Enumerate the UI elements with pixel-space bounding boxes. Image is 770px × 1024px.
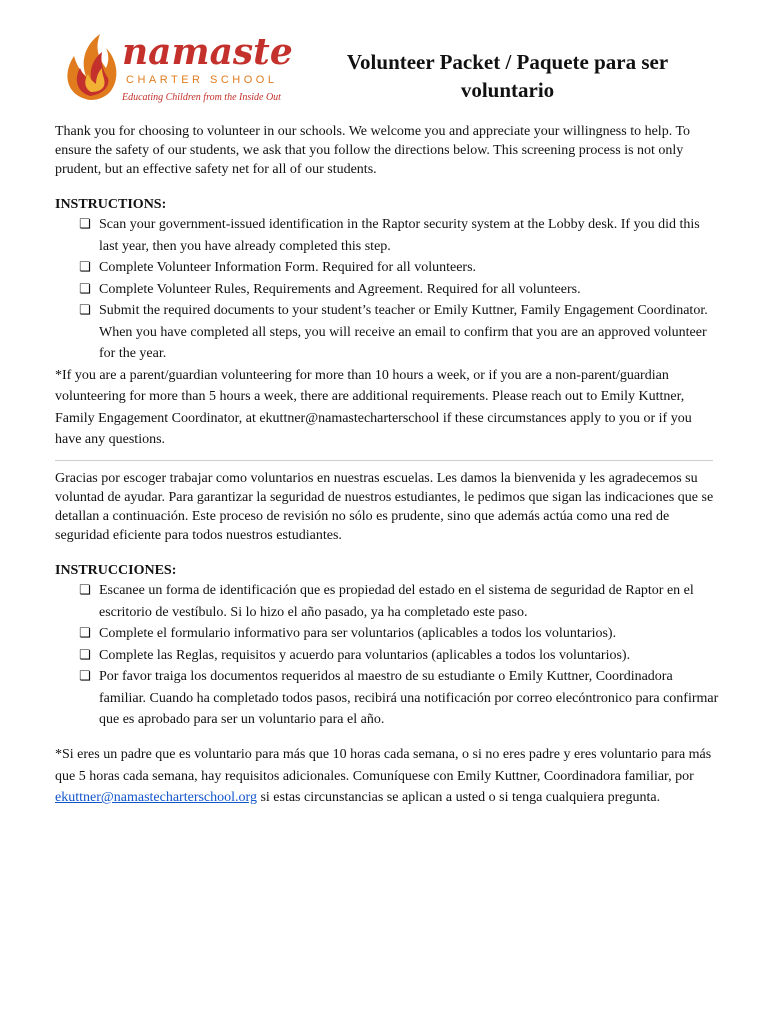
english-note: *If you are a parent/guardian volunteering for more than 10 hours a week, or if you are a non-parent/guardian volunteering for more than 5 hours a week, there are additional requirements. Please reach out to Emily Kuttner, Family Engagement Coordinator, at ekuttner@namastecharterschool if these circumstances apply to you or if you have any questions. [55, 367, 692, 447]
email-link[interactable]: ekuttner@namastecharterschool.org [55, 790, 257, 805]
page-title: Volunteer Packet / Paquete para ser voluntario [346, 50, 669, 102]
section-divider [55, 460, 713, 461]
step-text: Complete el formulario informativo para ser voluntarios (aplicables a todos los voluntarios). [99, 626, 617, 641]
spanish-note-text-end: si estas circunstancias se aplican a usted o si tenga cualquiera pregunta. [256, 790, 661, 805]
logo-tagline: Educating Children from the Inside Out [122, 92, 281, 103]
spanish-intro: Gracias por escoger trabajar como voluntarios en nuestras escuelas. Les damos la bienvenida y les agradecemos su voluntad de ayudar. Para garantizar la seguridad de nuestros estudiantes, le pedimos que sigan las indicaciones que se detallan a continuación. Este proceso de revisión no sólo es prudente, sino que además actúa como una red de seguridad eficiente para todos nuestros estudiantes. [55, 471, 714, 543]
english-instructions [55, 195, 720, 451]
logo-subtitle: CHARTER SCHOOL [126, 74, 278, 86]
checkbox-icon: ❏ [79, 626, 91, 641]
checkbox-icon: ❏ [79, 669, 91, 684]
step-text: Scan your government-issued identification in the Raptor security system at the Lobby desk. If you did this last year, then you have already completed this step. [99, 217, 700, 254]
list-item [55, 300, 720, 365]
checkbox-icon: ❏ [79, 583, 91, 598]
step-text: Complete Volunteer Rules, Requirements and Agreement. Required for all volunteers. [99, 281, 581, 297]
school-logo [60, 30, 293, 110]
checkbox-icon: ❏ [79, 303, 91, 318]
flame-icon [60, 30, 124, 102]
step-text: Complete las Reglas, requisitos y acuerdo para voluntarios (aplicables a todos los voluntarios). [99, 647, 631, 663]
logo-wordmark: namaste [122, 31, 293, 73]
step-text: Escanee un forma de identificación que es propiedad del estado en el sistema de seguridad de Raptor en el escritorio de vestíbulo. Si lo hizo el año pasado, ya ha completado este paso. [99, 583, 694, 620]
english-steps-list [55, 214, 720, 365]
list-item [55, 580, 720, 623]
list-item [55, 666, 720, 731]
spanish-note [55, 744, 720, 809]
list-item [55, 279, 720, 301]
english-instructions-heading: INSTRUCTIONS: [55, 197, 167, 212]
spanish-steps-list [55, 580, 720, 731]
checkbox-icon: ❏ [79, 281, 91, 297]
spanish-note-text: *Si eres un padre que es voluntario para más que 10 horas cada semana, o si no eres padre y eres voluntario para más que 5 horas cada semana, hay requisitos adicionales. Comuníquese con Emily Kuttner, Coordinadora familiar, por [55, 747, 712, 784]
checkbox-icon: ❏ [79, 217, 91, 232]
english-intro: Thank you for choosing to volunteer in our schools. We welcome you and appreciate your willingness to help. To ensure the safety of our students, we ask that you follow the directions below. This screening process is not only prudent, but an effective safety net for all of our students. [55, 124, 691, 177]
checkbox-icon: ❏ [79, 647, 91, 663]
list-item [55, 257, 720, 279]
step-text: Complete Volunteer Information Form. Required for all volunteers. [99, 260, 477, 275]
checkbox-icon: ❏ [79, 260, 91, 275]
step-text: Por favor traiga los documentos requeridos al maestro de su estudiante o Emily Kuttner, Coordinadora familiar. Cuando ha completado todos pasos, recibirá una notificación por correo elecóntronico para confirmar que es aprobado para ser un voluntario para el año. [99, 669, 719, 727]
list-item [55, 214, 720, 257]
list-item [55, 645, 720, 667]
step-text: Submit the required documents to your student’s teacher or Emily Kuttner, Family Engagement Coordinator. When you have completed all steps, you will receive an email to confirm that you are an approved volunteer for the year. [99, 303, 708, 361]
spanish-instructions [55, 561, 720, 731]
spanish-instructions-heading: INSTRUCCIONES: [55, 563, 177, 578]
list-item [55, 623, 720, 645]
